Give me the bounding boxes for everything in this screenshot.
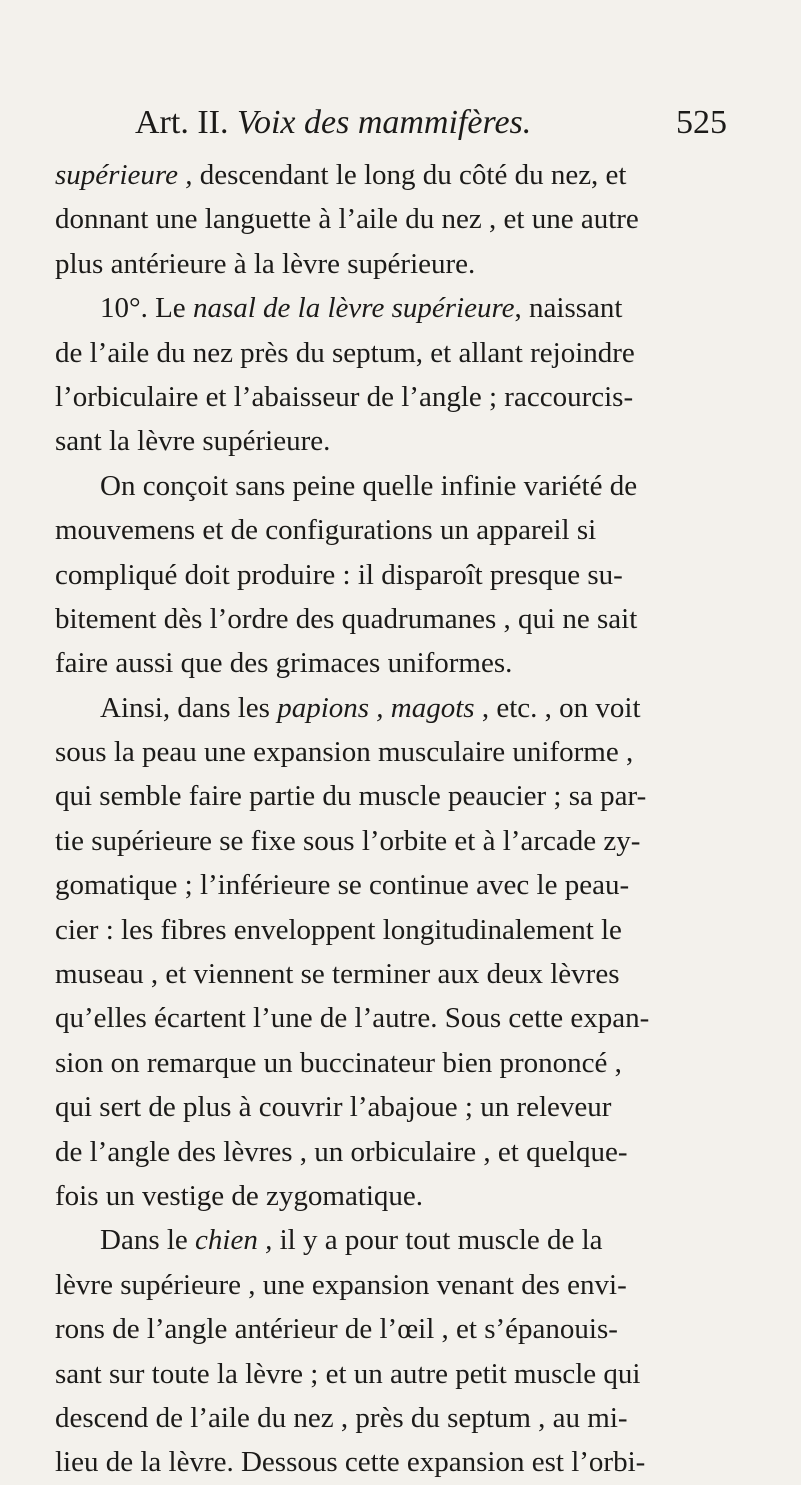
text-line: sant la lèvre supérieure.	[55, 425, 331, 458]
article-label: Art. II.	[135, 104, 229, 141]
text-line: bitement dès l’ordre des quadrumanes , qui ne sait	[55, 602, 638, 635]
text-line: Dans le chien , il y a pour tout muscle de la	[100, 1224, 603, 1257]
text-line: museau , et viennent se terminer aux deux lèvres	[55, 958, 620, 991]
text-line: tie supérieure se fixe sous l’orbite et à l’arcade zy-	[55, 824, 641, 857]
text-line: Ainsi, dans les papions , magots , etc. , on voit	[100, 691, 641, 724]
text-line: gomatique ; l’inférieure se continue avec le peau-	[55, 869, 630, 902]
text-line: sous la peau une expansion musculaire uniforme ,	[55, 736, 634, 769]
text-line: lèvre supérieure , une expansion venant des envi-	[55, 1268, 627, 1301]
text-line: descend de l’aile du nez , près du septum , au mi-	[55, 1401, 628, 1434]
page-number: 525	[676, 104, 727, 141]
text-line: qui semble faire partie du muscle peaucier ; sa par-	[55, 780, 647, 813]
text-line: de l’aile du nez près du septum, et allant rejoindre	[55, 336, 635, 369]
text-line: supérieure , descendant le long du côté du nez, et	[55, 159, 627, 191]
body-text	[55, 153, 795, 1485]
text-line: fois un vestige de zygomatique.	[55, 1179, 424, 1212]
text-line: On conçoit sans peine quelle infinie variété de	[100, 469, 638, 502]
running-head-title	[135, 103, 531, 143]
text-line: cier : les fibres enveloppent longitudinalement le	[55, 913, 622, 946]
running-head	[95, 103, 727, 143]
text-line: sant sur toute la lèvre ; et un autre petit muscle qui	[55, 1357, 641, 1390]
text-line: lieu de la lèvre. Dessous cette expansion est l’orbi-	[55, 1446, 646, 1479]
text-line: donnant une languette à l’aile du nez , et une autre	[55, 203, 639, 236]
text-line: rons de l’angle antérieur de l’œil , et s’épanouis-	[55, 1313, 618, 1346]
text-line: qu’elles écartent l’une de l’autre. Sous cette expan-	[55, 1002, 650, 1035]
text-line: de l’angle des lèvres , un orbiculaire , et quelque-	[55, 1135, 628, 1168]
text-line: 10°. Le nasal de la lèvre supérieure, naissant	[100, 292, 623, 325]
text-line: sion on remarque un buccinateur bien prononcé ,	[55, 1046, 622, 1079]
text-line: l’orbiculaire et l’abaisseur de l’angle ; raccourcis-	[55, 380, 634, 413]
text-line: faire aussi que des grimaces uniformes.	[55, 647, 513, 680]
section-title: Voix des mammifères.	[236, 104, 532, 141]
text-line: plus antérieure à la lèvre supérieure.	[55, 247, 476, 280]
text-line: qui sert de plus à couvrir l’abajoue ; un releveur	[55, 1091, 612, 1124]
text-line: mouvemens et de configurations un appareil si	[55, 514, 597, 547]
text-line: compliqué doit produire : il disparoît presque su-	[55, 558, 623, 591]
